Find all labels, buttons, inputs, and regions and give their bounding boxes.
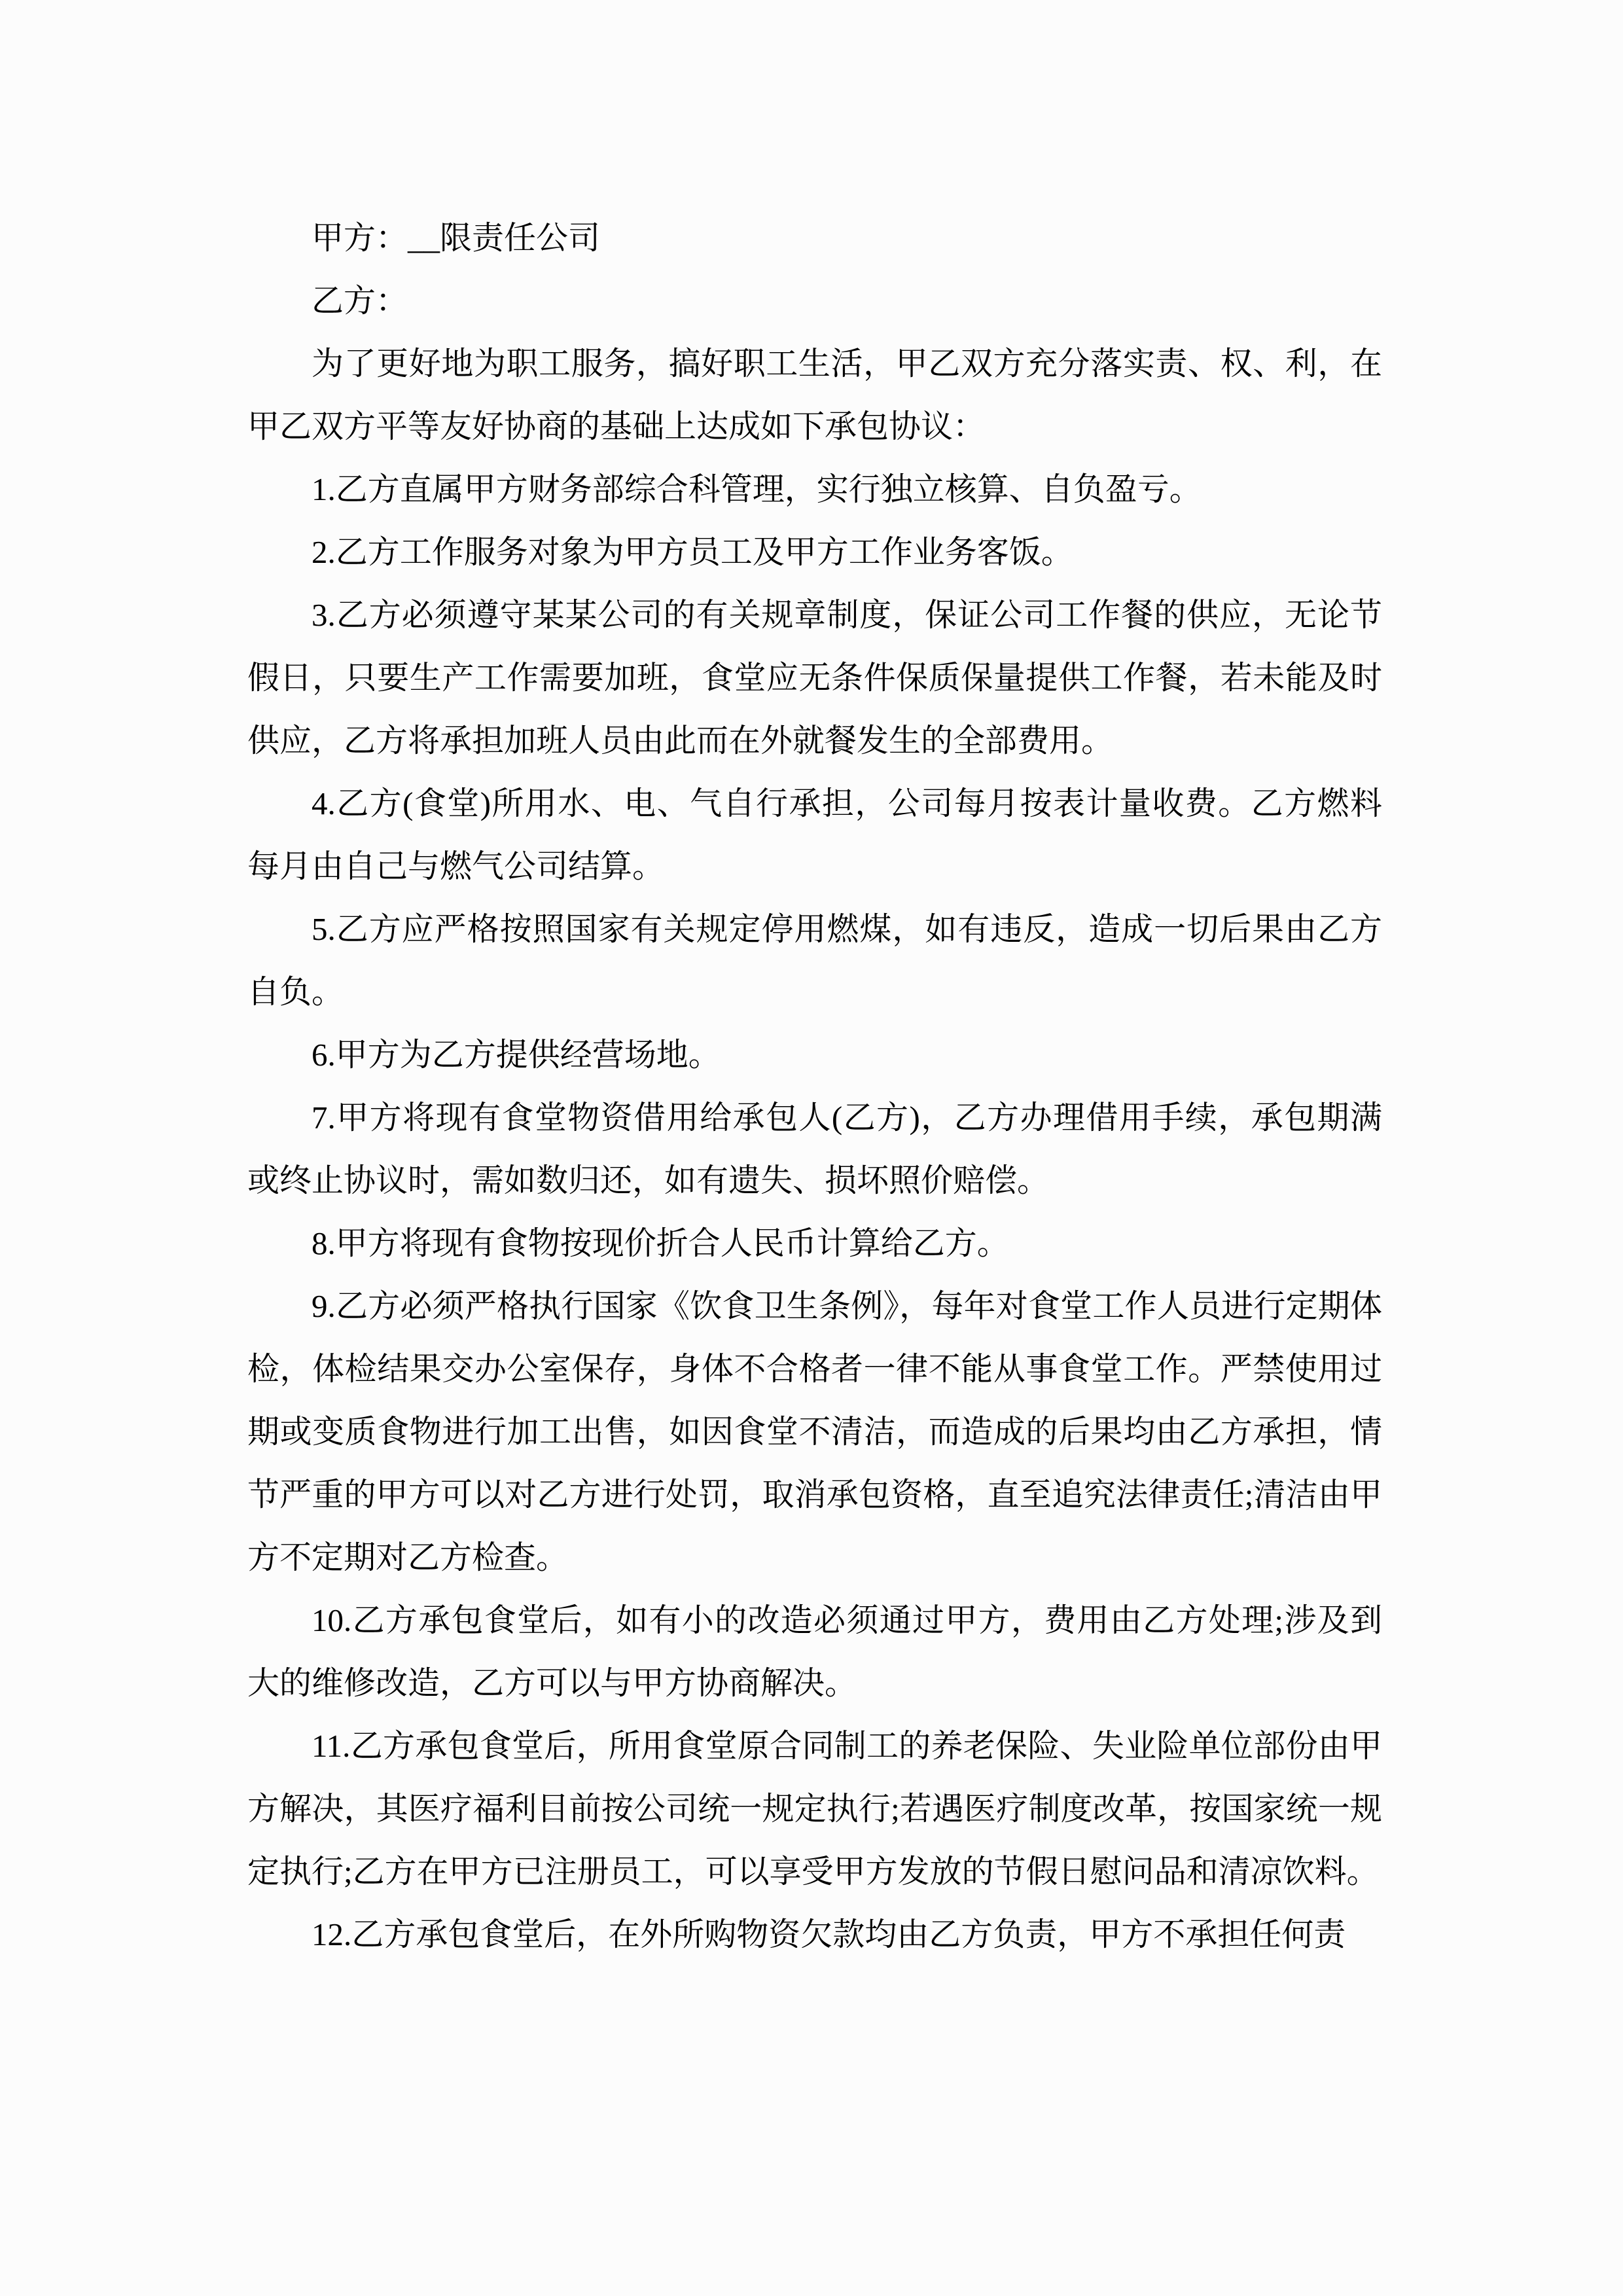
clause-2: 2.乙方工作服务对象为甲方员工及甲方工作业务客饭。 (312, 534, 1073, 570)
contract-text-block (247, 207, 1382, 1966)
clause-1: 1.乙方直属甲方财务部综合科管理，实行独立核算、自负盈亏。 (312, 471, 1202, 507)
clause-4: 4.乙方(食堂)所用水、电、气自行承担，公司每月按表计量收费。乙方燃料每月由自己与燃气公司结算。 (247, 785, 1382, 884)
clause-8: 8.甲方将现有食物按现价折合人民币计算给乙方。 (312, 1225, 1009, 1261)
party-a-line: 甲方：__限责任公司 (312, 220, 601, 256)
clause-6: 6.甲方为乙方提供经营场地。 (312, 1037, 721, 1073)
clause-9: 9.乙方必须严格执行国家《饮食卫生条例》，每年对食堂工作人员进行定期体检，体检结果交办公室保存，身体不合格者一律不能从事食堂工作。严禁使用过期或变质食物进行加工出售，如因食堂不清洁，而造成的后果均由乙方承担，情节严重的甲方可以对乙方进行处罚，取消承包资格，直至追究法律责任;清洁由甲方不定期对乙方检查。 (247, 1288, 1382, 1575)
clause-5: 5.乙方应严格按照国家有关规定停用燃煤，如有违反，造成一切后果由乙方自负。 (247, 911, 1382, 1010)
clause-3: 3.乙方必须遵守某某公司的有关规章制度，保证公司工作餐的供应，无论节假日，只要生产工作需要加班，食堂应无条件保质保量提供工作餐，若未能及时供应，乙方将承担加班人员由此而在外就餐发生的全部费用。 (247, 597, 1382, 759)
clause-10: 10.乙方承包食堂后，如有小的改造必须通过甲方，费用由乙方处理;涉及到大的维修改造，乙方可以与甲方协商解决。 (247, 1602, 1382, 1701)
clause-7: 7.甲方将现有食堂物资借用给承包人(乙方)，乙方办理借用手续，承包期满或终止协议时，需如数归还，如有遗失、损坏照价赔偿。 (247, 1100, 1382, 1198)
party-b-line: 乙方： (312, 283, 408, 319)
preamble-paragraph: 为了更好地为职工服务，搞好职工生活，甲乙双方充分落实责、权、利，在甲乙双方平等友好协商的基础上达成如下承包协议： (247, 346, 1382, 444)
clause-12: 12.乙方承包食堂后，在外所购物资欠款均由乙方负责，甲方不承担任何责 (312, 1916, 1346, 1952)
clause-11: 11.乙方承包食堂后，所用食堂原合同制工的养老保险、失业险单位部份由甲方解决，其医疗福利目前按公司统一规定执行;若遇医疗制度改革，按国家统一规定执行;乙方在甲方已注册员工，可以享受甲方发放的节假日慰问品和清凉饮料。 (247, 1728, 1382, 1890)
